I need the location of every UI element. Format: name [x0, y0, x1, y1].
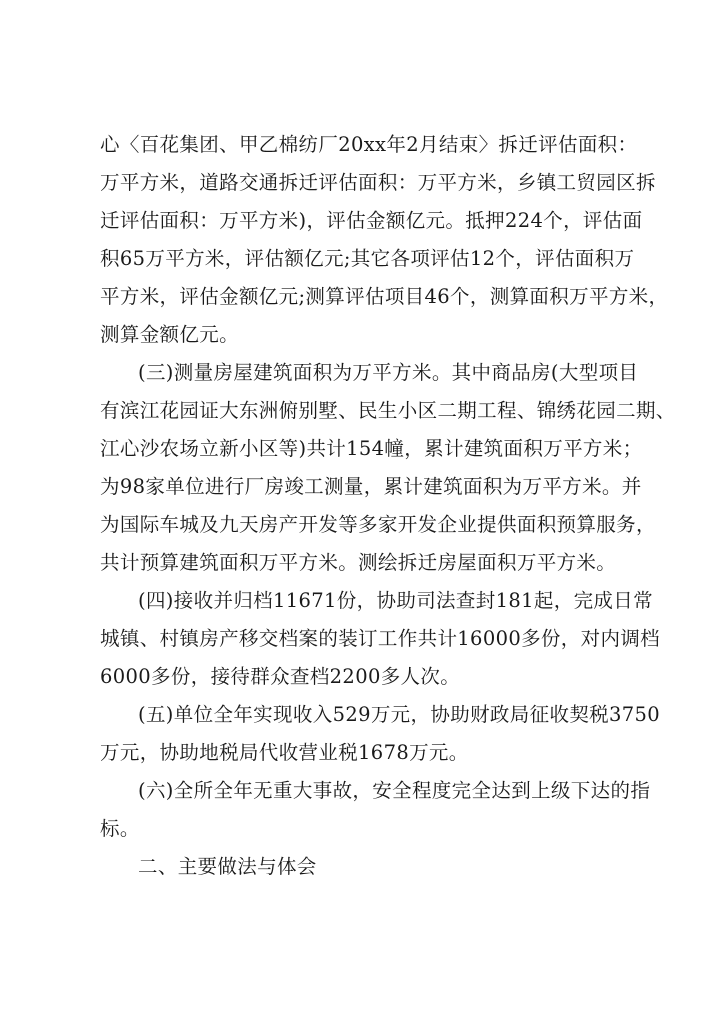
text-line: 共计预算建筑面积万平方米。测绘拆迁房屋面积万平方米。 — [100, 551, 617, 574]
paragraph-first-line: (三)测量房屋建筑面积为万平方米。其中商品房(大型项目 — [138, 361, 639, 384]
text-line: 测算金额亿元。 — [100, 323, 239, 346]
text-line: 万平方米，道路交通拆迁评估面积：万平方米，乡镇工贸园区拆 — [100, 171, 656, 194]
text-line: 心〈百花集团、甲乙棉纺厂20xx年2月结束〉拆迁评估面积： — [100, 133, 638, 156]
text-line: 6000多份，接待群众查档2200多人次。 — [100, 665, 461, 688]
text-line: 标。 — [100, 817, 140, 840]
paragraph-first-line: (四)接收并归档11671份，协助司法查封181起，完成日常 — [138, 589, 653, 612]
text-line: 万元，协助地税局代收营业税1678万元。 — [100, 741, 469, 764]
paragraph-first-line: (六)全所全年无重大事故，安全程度完全达到上级下达的指 — [138, 779, 651, 802]
text-line: 平方米，评估金额亿元;测算评估项目46个，测算面积万平方米， — [100, 285, 669, 308]
text-line: 迁评估面积：万平方米)，评估金额亿元。抵押224个，评估面 — [100, 209, 643, 232]
section-heading: 二、主要做法与体会 — [138, 855, 317, 878]
text-line: 为国际车城及九天房产开发等多家开发企业提供面积预算服务， — [100, 513, 656, 536]
text-line: 城镇、村镇房产移交档案的装订工作共计16000多份，对内调档 — [100, 627, 661, 650]
text-line: 为98家单位进行厂房竣工测量，累计建筑面积为万平方米。并 — [100, 475, 642, 498]
paragraph-first-line: (五)单位全年实现收入529万元，协助财政局征收契税3750 — [138, 703, 661, 726]
text-line: 有滨江花园证大东洲俯别墅、民生小区二期工程、锦绣花园二期、 — [100, 399, 676, 422]
text-line: 积65万平方米，评估额亿元;其它各项评估12个，评估面积万 — [100, 247, 635, 270]
text-line: 江心沙农场立新小区等)共计154幢，累计建筑面积万平方米； — [100, 437, 643, 460]
